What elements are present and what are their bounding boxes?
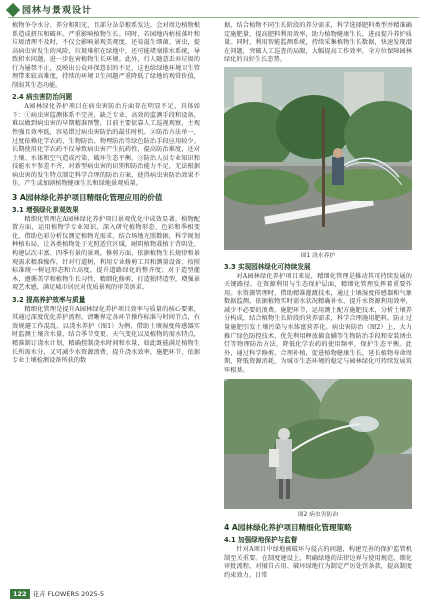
page-footer bbox=[10, 589, 210, 599]
right-column bbox=[224, 22, 412, 580]
paragraph: 精细化管理是提升A园林绿化养护项目效率与质量的核心要素，其通过深度优化养护流程，清晰界定各环节操作标准与时间节点，有效规避工作混乱。以浇水养护（图1）为例，借助土壤湿度传感器实时监测土壤含水量，结合季节变更、天气变化以及植物的需水特点，精准制订浇水计划，精确控制浇水时间和水量，如此既能满足植物生长所需水分，又可减少水资源浪费，提升浇水效率，施肥环节，依据专业土壤检测设备所获的数 bbox=[12, 305, 200, 365]
section-heading-4: 4 A园林绿化养护项目精细化管理策略 bbox=[224, 523, 352, 533]
paragraph: 对A园林绿化养护项目来说，精细化管理是推动其可持续发展的关键路径。在资源利用与生态保护层面，精细化管理发挥着重要作用。水资源管理时，借助精准灌溉技术，通过土壤湿度传感器和气象数据监测，依据植物实时需水状况精确补水，提升水资源利用效率，减少不必要的浪费。施肥环节，运用测土配方施肥技术，分析土壤养分构成，结合植物生长阶段的营养需求，科学合理施用肥料，防止过量施肥引发土壤污染与水体富营养化。病虫害防治（图2）上，大力推广绿色防控技术，优先利用释放捕食螨等生物防治手段和安装诱虫灯等物理防治方法，降低化学农药的使用频率，保护生态平衡。此外，通过科学修剪、合理补植，促进植物健康生长，延长植物寿命周期，降低资源消耗，为城市生态环境的稳定与园林绿化可持续发展筑牢根基。 bbox=[224, 272, 412, 374]
paragraph: 针对A项目中绿地被破坏与侵占的问题，构建完善的保护监管机制至关重要。在制度建设上，明确绿地的法律边界与使用规范，细化审批流程，对擅自占用、破坏绿地行为制定严厉处罚条款，提高制度约束效力。日常 bbox=[224, 546, 412, 579]
watering-photo bbox=[224, 67, 412, 250]
section-heading-3-1: 3.1 增强绿化景观效果 bbox=[12, 205, 79, 214]
left-column bbox=[12, 22, 200, 366]
pest-control-photo-illustration bbox=[224, 379, 412, 509]
paragraph: 精细化管理在A园林绿化养护项目景观优化中成效显著。植物配置方面，运用植物学专业知识，深入研究植物形态、色彩和季相变化，借助色彩分析仪测定植物光需求，结合场地光照数据，科学规划种植布局，让各类植物处于光照适宜区域，耐阴植物栽植于背阴处，构建层次丰富、四季有景的景观。修剪方面，依据植物生长规律和景观需求精准操作，针对行道树，利用专业修剪工具和测量设备，按照标准统一树冠形态和立高度，提升道路绿化的整齐度；对于造型灌木，遵循美学和植物生长习性，精细化修剪，打造独特造型，增强景观艺术感，满足城市居民对优质景观的审美诉求。 bbox=[12, 215, 200, 292]
paragraph: 植物争夺水分、养分和阳光，且部分杂草根系发达，会对周边植物根系造成挤压和破坏。严重影响植物生长。同时，若园地内枯枝落叶和垃圾清理不及时，不仅会影响景观美观度，还易滋生细菌、害虫，提高病虫害发生的风险，垃圾堆积在绿地中，还可能堵塞排水系统，导致积水问题，进一步危害植物生长环境。此外，行人随意丢弃垃圾的行为屡禁不止，反映出公众环保意识的不足，这也给绿地环境卫生管理带来较高难度，持续的环境卫生问题严重降低了绿地的观赏价值，削弱其生态功能。 bbox=[12, 22, 200, 89]
journal-name: 花卉 FLOWERS 2025-5 bbox=[32, 590, 105, 598]
running-header-title: 园林与景观设计 bbox=[22, 6, 93, 16]
paragraph: 据，结合植物不同生长阶段的养分需求，科学选择肥料类型并精准确定施肥量，提高肥料利用效率，助力植物健康生长，进而提升养护质量。同时，利用智能监测系统，持续采集植物生长数据，快速发现潜在问题，突破人工巡查的局限，大幅提高工作效率，全方位保障园林绿化的良好生长态势。 bbox=[224, 22, 412, 64]
figure-caption: 图1 浇水养护 bbox=[300, 252, 336, 259]
section-heading-3: 3 A园林绿化养护项目精细化管理应用的价值 bbox=[12, 192, 163, 202]
section-heading-4-1: 4.1 加强绿地保护与监督 bbox=[224, 536, 298, 545]
pest-control-photo bbox=[224, 379, 412, 509]
section-heading-3-3: 3.3 实现园林绿化可持续发展 bbox=[224, 262, 311, 271]
section-heading-2-4: 2.4 病虫害防治问题 bbox=[12, 93, 73, 102]
page-header bbox=[0, 0, 427, 20]
section-heading-3-2: 3.2 提高养护效率与质量 bbox=[12, 295, 86, 304]
paragraph: A园林绿化养护项目在病虫害防治方面存在明显不足，具体如下：①病虫害监测体系不完善，缺乏专业、高效的监测手段和设备，难以做到病虫害的早期精准预警，目前主要依靠人工巡视观察，主观性强且效率低，容易错过病虫害防治的最佳时机。②防治方法单一，过度依赖化学农药，生物防治、物理防治等绿色防治手段应用较少。长期使用化学农药不仅导致病虫害产生抗药性，提高防治难度，还对土壤、水体和空气造成污染，破坏生态平衡。③防治人员专业知识和技能水平参差不齐，对新型病虫害的识别和防治能力不足，无法根据病虫害的发生特点制定科学合理的防治方案，使得病虫害防治效果不佳，产生或加剧植物健康生长和绿地景观质量。 bbox=[12, 103, 200, 188]
diamond-icon bbox=[6, 3, 20, 17]
page-number: 122 bbox=[10, 589, 30, 599]
header-divider bbox=[8, 17, 419, 18]
figure-caption: 图2 病虫害防治 bbox=[297, 512, 339, 519]
watering-photo-illustration bbox=[224, 67, 412, 250]
